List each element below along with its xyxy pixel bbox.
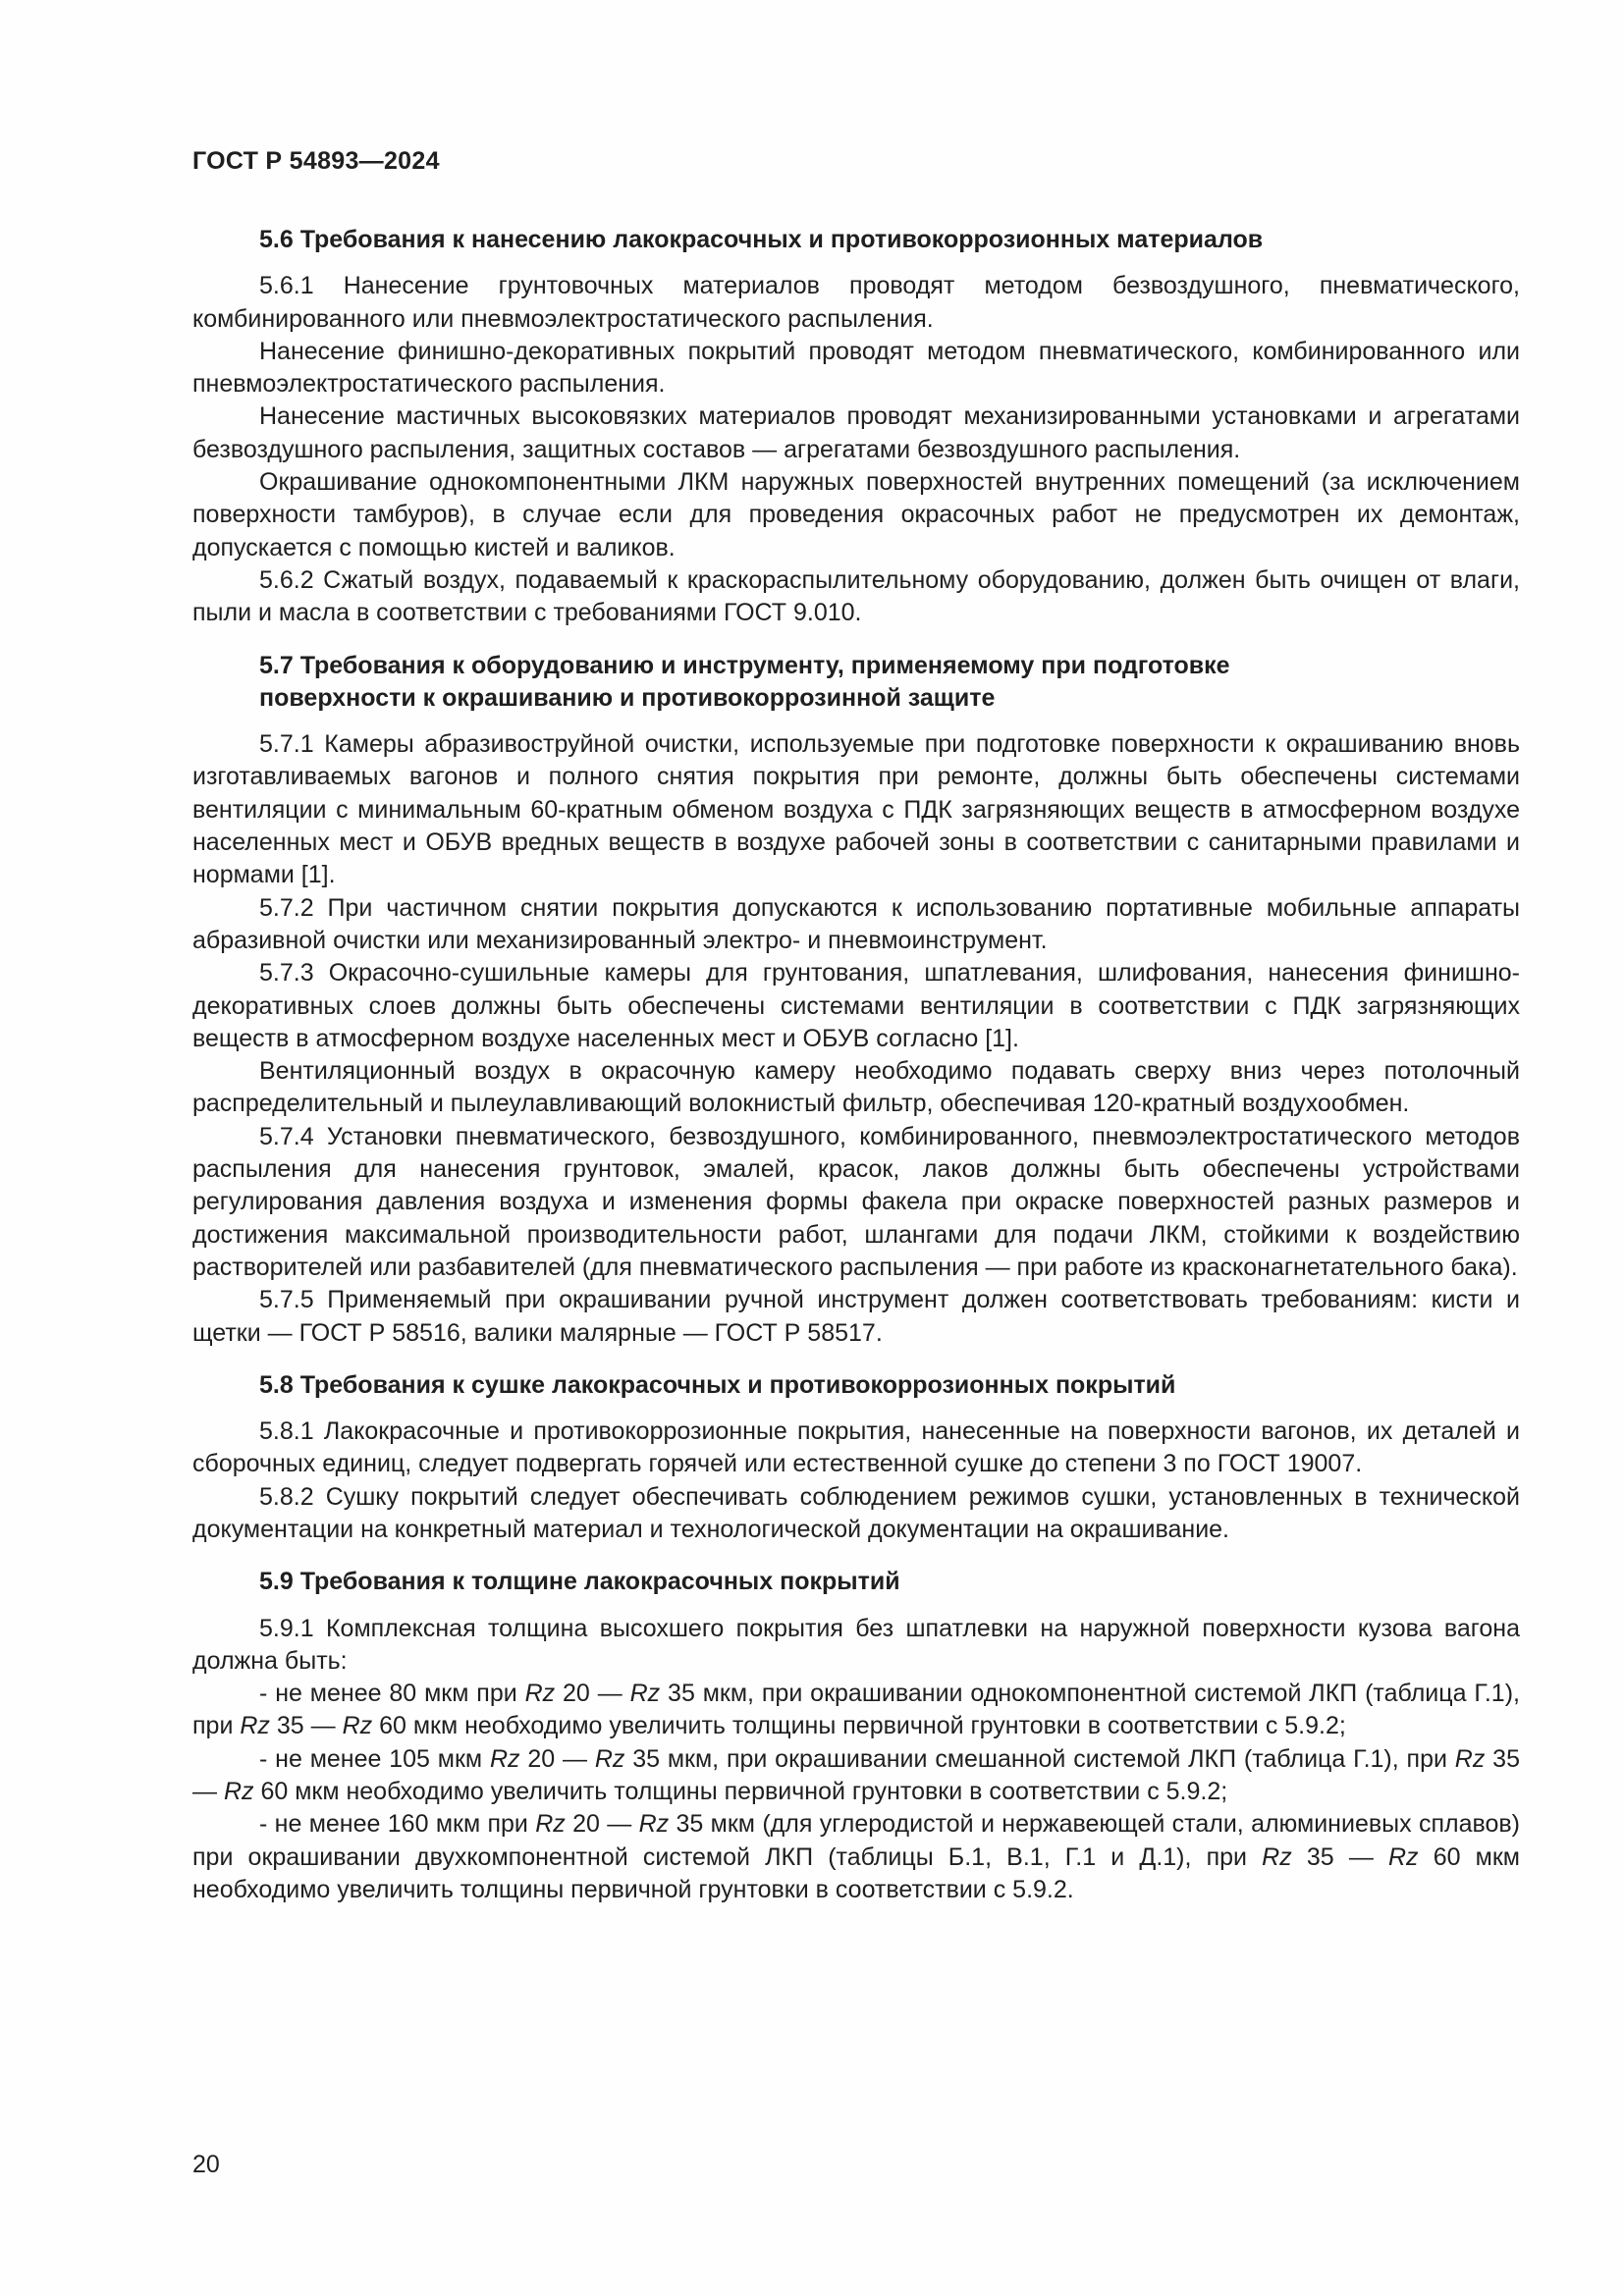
section-5-9 bbox=[192, 1566, 1520, 1906]
paragraph: 5.7.2 При частичном снятии покрытия допускаются к использованию портативные мобильные аппараты абразивной очистки или механизированный электро- и пневмоинструмент. bbox=[192, 893, 1520, 954]
paragraph: Окрашивание однокомпонентными ЛКМ наружных поверхностей внутренних помещений (за исключением поверхности тамбуров), в случае если для проведения окрасочных работ не предусмотрен их демонтаж, допускается с помощью кистей и валиков. bbox=[192, 468, 1520, 561]
paragraph: 5.8.1 Лакокрасочные и противокоррозионные покрытия, нанесенные на поверхности вагонов, их деталей и сборочных единиц, следует подвергать горячей или естественной сушке до степени 3 по ГОСТ 19007. bbox=[192, 1417, 1520, 1478]
paragraph: 5.9.1 Комплексная толщина высохшего покрытия без шпатлевки на наружной поверхности кузова вагона должна быть: bbox=[192, 1614, 1520, 1675]
page-number: 20 bbox=[192, 2151, 220, 2178]
paragraph: 5.7.5 Применяемый при окрашивании ручной инструмент должен соответствовать требованиям: кисти и щетки — ГОСТ Р 58516, валики малярные — ГОСТ Р 58517. bbox=[192, 1286, 1520, 1347]
list-item: - не менее 160 мкм при Rz 20 — Rz 35 мкм (для углеродистой и нержавеющей стали, алюминиевых сплавов) при окрашивании двухкомпонентной системой ЛКП (таблицы Б.1, В.1, Г.1 и Д.1), при Rz 35 — Rz 60 мкм необходимо увеличить толщины первичной грунтовки в соответствии с 5.9.2. bbox=[192, 1810, 1520, 1903]
list-item: - не менее 105 мкм Rz 20 — Rz 35 мкм, при окрашивании смешанной системой ЛКП (таблица Г.1), при Rz 35 — Rz 60 мкм необходимо увеличить толщины первичной грунтовки в соответствии с 5.9.2; bbox=[192, 1744, 1520, 1806]
heading-line: 5.7 Требования к оборудованию и инструменту, применяемому при подготовке bbox=[259, 651, 1230, 679]
paragraph: Нанесение мастичных высоковязких материалов проводят механизированными установками и агрегатами безвоздушного распыления, защитных составов — агрегатами безвоздушного распыления. bbox=[192, 402, 1520, 463]
section-5-7 bbox=[192, 650, 1520, 1350]
section-5-6 bbox=[192, 224, 1520, 630]
paragraph: 5.6.1 Нанесение грунтовочных материалов проводят методом безвоздушного, пневматического, комбинированного или пневмоэлектростатического распыления. bbox=[192, 272, 1520, 333]
paragraph: 5.7.1 Камеры абразивоструйной очистки, используемые при подготовке поверхности к окрашиванию вновь изготавливаемых вагонов и полного снятия покрытия при ремонте, должны быть обеспечены системами вентиляции с минимальным 60-кратным обменом воздуха с ПДК загрязняющих веществ в атмосферном воздухе населенных мест и ОБУВ вредных веществ в воздухе рабочей зоны в соответствии с санитарными правилами и нормами [1]. bbox=[192, 730, 1520, 889]
paragraph: Нанесение финишно-декоративных покрытий проводят методом пневматического, комбинированного или пневмоэлектростатического распыления. bbox=[192, 337, 1520, 399]
paragraph: Вентиляционный воздух в окрасочную камеру необходимо подавать сверху вниз через потолочный распределительный и пылеулавливающий волокнистый фильтр, обеспечивая 120-кратный воздухообмен. bbox=[192, 1057, 1520, 1118]
section-heading: 5.8 Требования к сушке лакокрасочных и противокоррозионных покрытий bbox=[259, 1370, 1176, 1399]
paragraph: 5.7.4 Установки пневматического, безвоздушного, комбинированного, пневмоэлектростатического методов распыления для нанесения грунтовок, эмалей, красок, лаков должны быть обеспечены устройствами регулирования давления воздуха и изменения формы факела при окраске поверхностей разных размеров и достижения максимальной производительности работ, шлангами для подачи ЛКМ, стойкими к воздействию растворителей или разбавителей (для пневматического распыления — при работе из красконагнетательного бака). bbox=[192, 1122, 1520, 1281]
thickness-list bbox=[192, 1678, 1520, 1906]
section-heading bbox=[192, 650, 1520, 716]
paragraph: 5.6.2 Сжатый воздух, подаваемый к краскораспылительному оборудованию, должен быть очищен от влаги, пыли и масла в соответствии с требованиями ГОСТ 9.010. bbox=[192, 565, 1520, 627]
section-heading: 5.9 Требования к толщине лакокрасочных покрытий bbox=[259, 1568, 900, 1596]
section-heading: 5.6 Требования к нанесению лакокрасочных и противокоррозионных материалов bbox=[259, 226, 1264, 253]
paragraph: 5.7.3 Окрасочно-сушильные камеры для грунтования, шпатлевания, шлифования, нанесения финишно-декоративных слоев должны быть обеспечены системами вентиляции в соответствии с ПДК загрязняющих веществ в атмосферном воздухе населенных мест и ОБУВ согласно [1]. bbox=[192, 959, 1520, 1052]
heading-line: поверхности к окрашиванию и противокоррозинной защите bbox=[259, 683, 996, 712]
document-header: ГОСТ Р 54893—2024 bbox=[192, 147, 440, 175]
document-body bbox=[192, 224, 1520, 1906]
paragraph: 5.8.2 Сушку покрытий следует обеспечивать соблюдением режимов сушки, установленных в технической документации на конкретный материал и технологической документации на окрашивание. bbox=[192, 1482, 1520, 1543]
section-5-8 bbox=[192, 1369, 1520, 1546]
list-item: - не менее 80 мкм при Rz 20 — Rz 35 мкм, при окрашивании однокомпонентной системой ЛКП (таблица Г.1), при Rz 35 — Rz 60 мкм необходимо увеличить толщины первичной грунтовки в соответствии с 5.9.2; bbox=[192, 1680, 1520, 1740]
